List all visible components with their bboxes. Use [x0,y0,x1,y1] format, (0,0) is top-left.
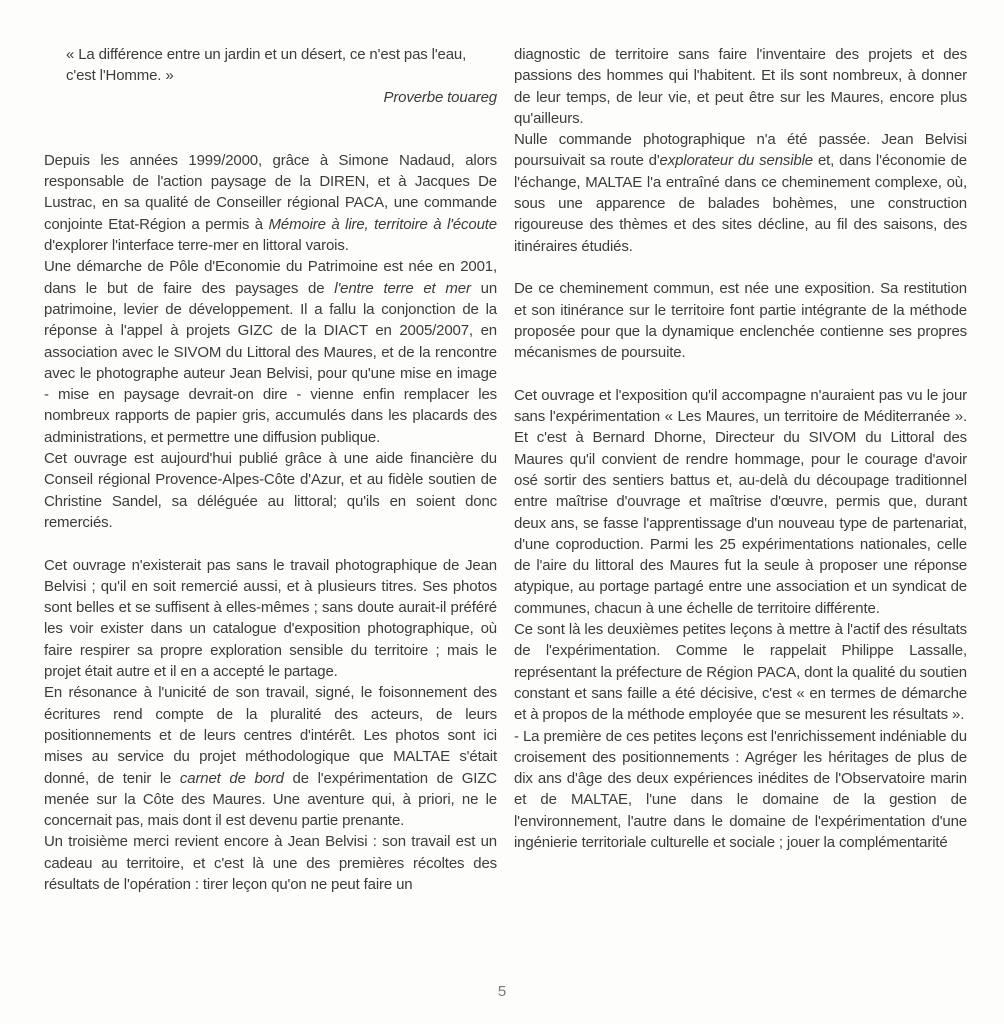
paragraph: Cet ouvrage est aujourd'hui publié grâce à une aide financière du Conseil régional Provence-Alpes-Côte d'Azur, et au fidèle soutien de Christine Sandel, sa déléguée au littoral; qu'ils en soient donc remerciés. [44,450,497,531]
paragraph-text: En résonance à l'unicité de son travail, signé, le foisonnement des écritures rend compte de la pluralité des acteurs, de leurs positionnements et de leurs centres d'intérêt. Les photos sont ici mises au service du projet méthodologique que MALTAE s'était donné, de tenir le [44,684,497,787]
paragraph: De ce cheminement commun, est née une exposition. Sa restitution et son itinérance sur le territoire font partie intégrante de la méthode proposée pour que la dynamique enclenchée contienne ses propres mécanismes de poursuite. [514,280,967,362]
paragraph-text: Une démarche de Pôle d'Economie du Patrimoine est née en 2001, dans le but de faire des paysages de [44,258,497,297]
emphasized-phrase: l'entre terre et mer [334,279,471,297]
paragraph-text: un patrimoine, levier de développement. Il a fallu la conjonction de la réponse à l'appel à projets GIZC de la DIACT en 2005/2007, en association avec le SIVOM du Littoral des Maures, et de la rencontre avec le photographe auteur Jean Belvisi, pour qu'une mise en image - mise en paysage devrait-on dire - vienne enfin remplacer les nombreux rapports de papier gris, accumulés dans les placards des administrations, et permettre une diffusion publique. [44,279,498,446]
paragraph: Cet ouvrage n'existerait pas sans le travail photographique de Jean Belvisi ; qu'il en soit remercié aussi, et à plusieurs titres. Ses photos sont belles et se suffisent à elles-mêmes ; sans doute aurait-il préféré les voir exister dans un catalogue d'exposition photographique, où faire respirer sa propre exploration sensible du territoire ; mais le projet était autre et il en a accepté le partage. [44,556,497,681]
paragraph [44,256,497,448]
paragraph-text: de l'expérimentation de GIZC menée sur la Côte des Maures. Une aventure qui, à priori, ne le concernait pas, mais dont il est devenu partie prenante. [44,769,497,830]
paragraph: Un troisième merci revient encore à Jean Belvisi : son travail est un cadeau au territoire, et c'est là une des premières récoltes des résultats de l'opération : tirer leçon qu'on ne peut faire un [44,833,497,893]
paragraph: Ce sont là les deuxièmes petites leçons à mettre à l'actif des résultats de l'expérimentation. Comme le rappelait Philippe Lassalle, représentant la préfecture de Région PACA, dont la qualité du soutien constant et sans faille a été décisive, c'est « en termes de démarche et à propos de la méthode employée que se mesurent les résultats ». [514,621,968,724]
paragraph-text: Nulle commande photographique n'a été passée. Jean Belvisi poursuivait sa route d' [514,131,967,170]
paragraph: diagnostic de territoire sans faire l'inventaire des projets et des passions des hommes qui l'habitent. Et ils sont nombreux, à donner de leur temps, de leur vie, et peut être sur les Maures, encore plus qu'ailleurs. [514,46,967,127]
paragraph-text: Depuis les années 1999/2000, grâce à Simone Nadaud, alors responsable de l'action paysage de la DIREN, et à Jacques De Lustrac, en sa qualité de Conseiller régional PACA, une commande conjointe Etat-Région a permis à [44,151,497,233]
emphasized-phrase: explorateur du sensible [659,152,814,170]
right-column [514,44,967,853]
paragraph-text: d'explorer l'interface terre-mer en littoral varois. [44,237,349,255]
paragraph: - La première de ces petites leçons est l'enrichissement indéniable du croisement des positionnements : Agréger les héritages de plus de dix ans d'âge des deux expériences inédites de l'Observatoire marin et de MALTAE, l'une dans le domaine de la gestion de l'environnement, l'autre dans le domaine de l'expérimentation d'une ingénierie territoriale culturelle et sociale ; jouer la complémentarité [514,727,967,851]
left-column [44,44,497,895]
epigraph-quote: « La différence entre un jardin et un désert, ce n'est pas l'eau, c'est l'Homme. » [66,46,467,85]
paragraph [44,682,497,831]
paragraph: Cet ouvrage et l'exposition qu'il accompagne n'auraient pas vu le jour sans l'expérimentation « Les Maures, un territoire de Méditerranée ». Et c'est à Bernard Dhorne, Directeur du SIVOM du Littoral des Maures qu'il convient de rendre hommage, pour le courage d'avoir osé sortir des sentiers battus et, au-delà du découpage traditionnel entre maîtrise d'ouvrage et maîtrise d'œuvre, permis que, durant deux ans, se fasse l'apprentissage d'un nouveau type de partenariat, d'une coproduction. Parmi les 25 expérimentations nationales, celle de l'aire du littoral des Maures fut la seule à proposer une réponse atypique, au portage partagé entre une association et un syndicat de communes, chacun à une échelle de territoire différente. [514,386,967,617]
paragraph-text: et, dans l'économie de l'échange, MALTAE l'a entraîné dans ce cheminement complexe, où, sous une apparence de balades bohèmes, une construction rigoureuse des thèmes et des sites décline, au fil des saisons, des itinéraires étudiés. [514,152,967,255]
epigraph-source: Proverbe touareg [383,88,497,106]
page-number: 5 [497,983,507,1000]
paragraph [44,150,497,256]
emphasized-title: Mémoire à lire, territoire à l'écoute [268,215,497,233]
emphasized-phrase: carnet de bord [179,769,284,787]
paragraph [514,129,967,257]
